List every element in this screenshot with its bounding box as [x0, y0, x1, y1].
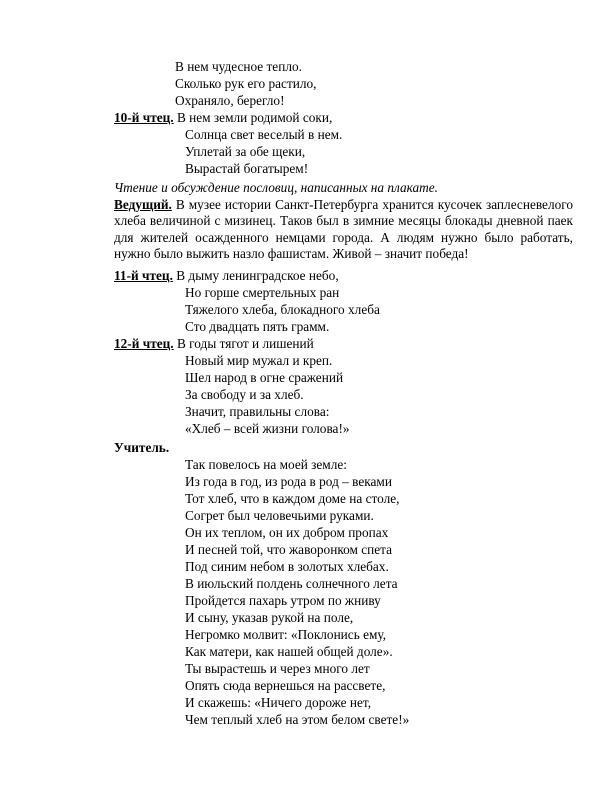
- poem-line: Чем теплый хлеб на этом белом свете!»: [185, 712, 410, 727]
- speaker-label: 11-й чтец.: [114, 268, 173, 283]
- poem-line: В июльский полдень солнечного лета: [185, 576, 398, 591]
- speaker-label: 10-й чтец.: [114, 110, 174, 125]
- stage-note: Чтение и обсуждение пословиц, написанных на плакате.: [114, 180, 438, 195]
- poem-line: Опять сюда вернешься на рассвете,: [185, 678, 386, 693]
- poem-line: «Хлеб – всей жизни голова!»: [185, 421, 350, 436]
- host-text: В музее истории Санкт-Петербурга хранится кусочек заплесневелого хлеба величиной с мизинец. Таков был в зимние месяцы блокады дневной паек для жителей осажденного немцами города. А людям нужно было работать, нужно было выжить назло фашистам. Живой – значит победа!: [114, 197, 573, 262]
- poem-line: Охраняло, берегло!: [175, 93, 285, 108]
- poem-line: В нем чудесное тепло.: [175, 59, 302, 74]
- poem-line: Из года в год, из рода в род – веками: [185, 474, 392, 489]
- poem-line: Значит, правильны слова:: [185, 404, 330, 419]
- poem-line: Сколько рук его растило,: [175, 76, 317, 91]
- reader-10-line: [114, 110, 332, 126]
- host-paragraph: [114, 197, 573, 263]
- poem-line: Согрет был человечьими руками.: [185, 508, 374, 523]
- poem-line: И скажешь: «Ничего дороже нет,: [185, 695, 372, 710]
- poem-line: И сыну, указав рукой на поле,: [185, 610, 354, 625]
- poem-line: Под синим небом в золотых хлебах.: [185, 559, 389, 574]
- poem-line: Тот хлеб, что в каждом доме на столе,: [185, 491, 400, 506]
- poem-line: Вырастай богатырем!: [185, 161, 309, 176]
- poem-line: И песней той, что жаворонком спета: [185, 542, 393, 557]
- poem-line: Уплетай за обе щеки,: [185, 144, 306, 159]
- teacher-line: [114, 440, 169, 456]
- poem-line: Он их теплом, он их добром пропах: [185, 525, 389, 540]
- poem-line: Как матери, как нашей общей доле».: [185, 644, 393, 659]
- poem-line: В годы тягот и лишений: [176, 336, 314, 351]
- reader-11-line: [114, 268, 339, 284]
- speaker-label: Ведущий.: [114, 197, 172, 212]
- poem-line: Ты вырастешь и через много лет: [185, 661, 370, 676]
- poem-line: Но горше смертельных ран: [185, 285, 340, 300]
- reader-12-line: [114, 336, 314, 352]
- poem-line: Негромко молвит: «Поклонись ему,: [185, 627, 387, 642]
- poem-line: За свободу и за хлеб.: [185, 387, 304, 402]
- poem-line: Солнца свет веселый в нем.: [185, 127, 343, 142]
- poem-line: Новый мир мужал и креп.: [185, 353, 333, 368]
- poem-line: Так повелось на моей земле:: [185, 457, 347, 472]
- poem-line: В дыму ленинградское небо,: [176, 268, 339, 283]
- speaker-label: 12-й чтец.: [114, 336, 174, 351]
- poem-line: В нем земли родимой соки,: [176, 110, 333, 125]
- poem-line: Пройдется пахарь утром по жниву: [185, 593, 381, 608]
- poem-line: Шел народ в огне сражений: [185, 370, 344, 385]
- poem-line: Сто двадцать пять грамм.: [185, 319, 330, 334]
- poem-line: Тяжелого хлеба, блокадного хлеба: [185, 302, 380, 317]
- speaker-label: Учитель.: [114, 440, 170, 455]
